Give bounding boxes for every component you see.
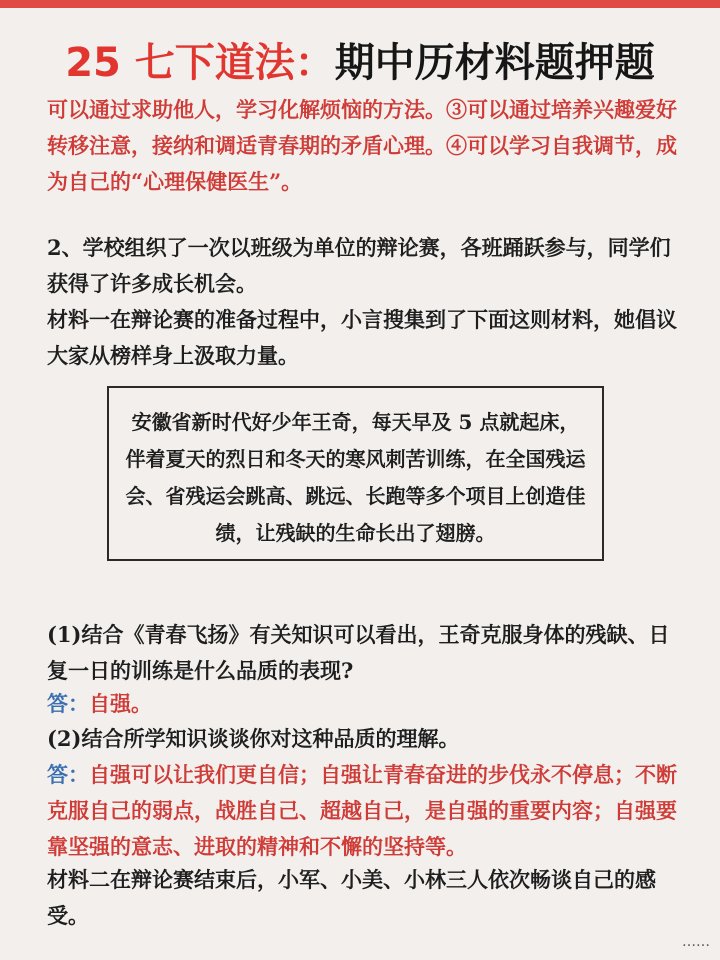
watermark-dots: …… bbox=[682, 934, 710, 950]
answer-prefix: 答： bbox=[47, 762, 89, 787]
sub-answer-2 bbox=[47, 757, 677, 865]
quote-box-text: 安徽省新时代好少年王奇，每天早及 5 点就起床，伴着夏天的烈日和冬天的寒风刺苦训练，在全国残运会、省残运会跳高、跳远、长跑等多个项目上创造佳绩，让残缺的生命长出了翅膀。 bbox=[125, 410, 586, 545]
material-2-text: 材料二在辩论赛结束后，小军、小美、小林三人依次畅谈自己的感受。 bbox=[47, 867, 656, 928]
page-title bbox=[0, 38, 720, 88]
sub-answer-1 bbox=[47, 686, 677, 722]
sub-question-2: (2)结合所学知识谈谈你对这种品质的理解。 bbox=[47, 726, 460, 751]
intro-answer-text: 可以通过求助他人，学习化解烦恼的方法。③可以通过培养兴趣爱好转移注意，接纳和调适青春期的矛盾心理。④可以学习自我调节，成为自己的“心理保健医生”。 bbox=[47, 97, 677, 194]
title-black-part: 期中历材料题押题 bbox=[334, 40, 655, 86]
answer-2-text: 自强可以让我们更自信；自强让青春奋进的步伐永不停息；不断克服自己的弱点，战胜自己、超越自己，是自强的重要内容；自强要靠坚强的意志、进取的精神和不懈的坚持等。 bbox=[47, 762, 677, 859]
answer-prefix: 答： bbox=[47, 691, 89, 716]
sub-question-1: (1)结合《青春飞扬》有关知识可以看出，王奇克服身体的残缺、日复一日的训练是什么品质的表现? bbox=[47, 622, 670, 683]
top-stripe bbox=[0, 0, 720, 8]
material-1-text: 材料一在辩论赛的准备过程中，小言搜集到了下面这则材料，她倡议大家从榜样身上汲取力量。 bbox=[47, 307, 677, 368]
answer-1-text: 自强。 bbox=[89, 691, 152, 716]
material-quote-box bbox=[107, 386, 604, 561]
title-red-part: 25 七下道法： bbox=[65, 40, 335, 86]
question-2-stem: 2、学校组织了一次以班级为单位的辩论赛，各班踊跃参与，同学们获得了许多成长机会。 bbox=[47, 235, 671, 296]
